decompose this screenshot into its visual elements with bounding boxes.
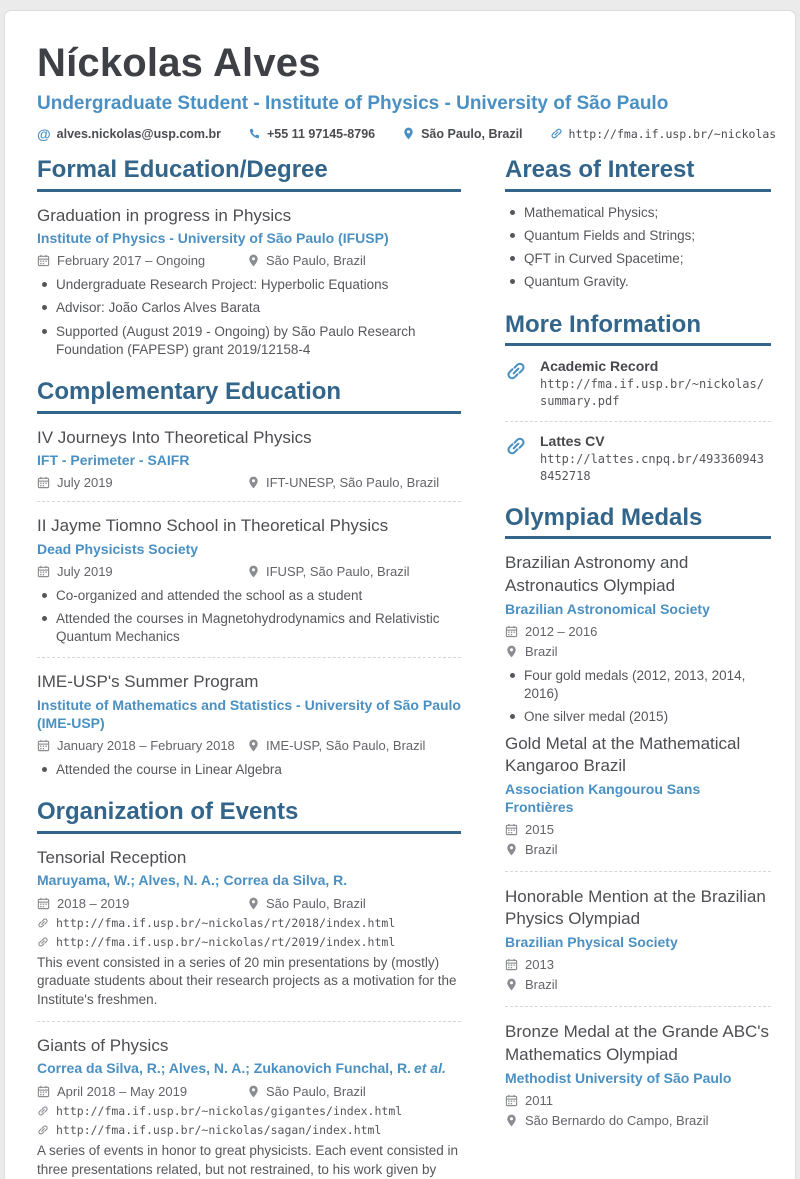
entry-location: Brazil bbox=[525, 643, 558, 659]
contact-phone[interactable] bbox=[248, 127, 375, 141]
medal-entry bbox=[505, 1021, 771, 1127]
entry-title: Bronze Medal at the Grande ABC's Mathematics Olympiad bbox=[505, 1022, 770, 1064]
medal-entry bbox=[505, 733, 771, 858]
interest-item: Mathematical Physics; bbox=[509, 204, 771, 222]
bullet-item: Advisor: João Carlos Alves Barata bbox=[41, 299, 461, 317]
link-icon bbox=[37, 1105, 49, 1117]
event-entry bbox=[37, 1035, 461, 1179]
contact-row bbox=[37, 126, 777, 141]
at-icon bbox=[37, 127, 51, 141]
entry-title: Giants of Physics bbox=[37, 1036, 169, 1056]
left-column bbox=[37, 157, 461, 1179]
interest-item: QFT in Curved Spacetime; bbox=[509, 250, 771, 268]
entry-meta bbox=[37, 475, 461, 490]
entry-location: São Paulo, Brazil bbox=[266, 253, 366, 269]
website-url: http://fma.if.usp.br/~nickolas bbox=[568, 126, 777, 141]
entry-date-line bbox=[505, 957, 771, 972]
calendar-icon bbox=[505, 1094, 518, 1107]
contact-website[interactable] bbox=[550, 127, 777, 141]
education-entry bbox=[37, 671, 461, 779]
entry-date: January 2018 – February 2018 bbox=[57, 738, 235, 754]
map-pin-icon bbox=[247, 565, 260, 578]
section-olympiad-medals bbox=[505, 505, 771, 1128]
dashed-divider bbox=[505, 1006, 771, 1007]
section-heading: Formal Education/Degree bbox=[37, 157, 461, 192]
map-pin-icon bbox=[505, 978, 518, 991]
dashed-divider bbox=[37, 501, 461, 502]
map-pin-icon bbox=[247, 476, 260, 489]
section-heading: Complementary Education bbox=[37, 379, 461, 414]
interest-list bbox=[505, 204, 771, 292]
entry-org-link[interactable]: Institute of Physics - University of São Paulo (IFUSP) bbox=[37, 229, 389, 246]
entry-location: Brazil bbox=[525, 842, 558, 858]
education-entry bbox=[37, 205, 461, 359]
location-text: São Paulo, Brazil bbox=[421, 126, 523, 141]
entry-date: 2012 – 2016 bbox=[525, 623, 598, 639]
event-entry bbox=[37, 847, 461, 1010]
calendar-icon bbox=[505, 958, 518, 971]
calendar-icon bbox=[37, 739, 50, 752]
entry-location: São Paulo, Brazil bbox=[266, 1083, 366, 1099]
map-pin-icon bbox=[247, 254, 260, 267]
bullet-item: Attended the course in Linear Algebra bbox=[41, 761, 461, 779]
map-pin-icon bbox=[505, 843, 518, 856]
entry-title: Graduation in progress in Physics bbox=[37, 205, 292, 225]
entry-date: February 2017 – Ongoing bbox=[57, 253, 206, 269]
calendar-icon bbox=[37, 897, 50, 910]
entry-title: IME-USP's Summer Program bbox=[37, 672, 259, 692]
entry-date-line bbox=[505, 624, 771, 639]
calendar-icon bbox=[37, 565, 50, 578]
section-heading: Areas of Interest bbox=[505, 157, 771, 192]
entry-title: II Jayme Tiomno School in Theoretical Physics bbox=[37, 516, 389, 536]
entry-meta bbox=[37, 1084, 461, 1099]
bullet-item: Supported (August 2019 - Ongoing) by São Paulo Research Foundation (FAPESP) grant 2019/12158-4 bbox=[41, 323, 461, 359]
entry-org-link[interactable]: Dead Physicists Society bbox=[37, 540, 199, 557]
entry-description: This event consisted in a series of 20 min presentations by (mostly) graduate students about their research projects as a motivation for the Institute's freshmen. bbox=[37, 954, 457, 1008]
entry-location: IME-USP, São Paulo, Brazil bbox=[266, 738, 426, 754]
contact-email[interactable] bbox=[37, 127, 221, 141]
entry-title: Brazilian Astronomy and Astronautics Olympiad bbox=[505, 553, 689, 595]
bullet-item: One silver medal (2015) bbox=[509, 708, 771, 726]
entry-meta bbox=[37, 253, 461, 268]
entry-date: July 2019 bbox=[57, 563, 113, 579]
entry-location: Brazil bbox=[525, 977, 558, 993]
entry-org-link[interactable]: Brazilian Astronomical Society bbox=[505, 600, 710, 617]
etal-text: et al. bbox=[413, 1060, 446, 1077]
education-entry bbox=[37, 515, 461, 646]
entry-title: Tensorial Reception bbox=[37, 848, 187, 868]
dashed-divider bbox=[37, 1021, 461, 1022]
entry-meta bbox=[37, 896, 461, 911]
email-text: alves.nickolas@usp.com.br bbox=[56, 126, 221, 141]
entry-location-line bbox=[505, 977, 771, 992]
medal-entry bbox=[505, 886, 771, 992]
entry-location: IFUSP, São Paulo, Brazil bbox=[266, 563, 410, 579]
person-name: Níckolas Alves bbox=[37, 41, 321, 85]
calendar-icon bbox=[37, 254, 50, 267]
calendar-icon bbox=[37, 1085, 50, 1098]
info-url-link[interactable]: http://lattes.cnpq.br/4933609438452718 bbox=[540, 452, 764, 483]
entry-location-line bbox=[505, 842, 771, 857]
calendar-icon bbox=[505, 823, 518, 836]
entry-date: April 2018 – May 2019 bbox=[57, 1083, 188, 1099]
link-icon bbox=[37, 917, 49, 929]
interest-item: Quantum Gravity. bbox=[509, 273, 771, 291]
entry-date-line bbox=[505, 1093, 771, 1108]
link-icon bbox=[37, 936, 49, 948]
url-text: http://fma.if.usp.br/~nickolas/gigantes/index.html bbox=[56, 1103, 403, 1118]
bullet-item: Co-organized and attended the school as a student bbox=[41, 587, 461, 605]
dashed-divider bbox=[505, 871, 771, 872]
entry-location-line bbox=[505, 644, 771, 659]
phone-icon bbox=[248, 127, 261, 140]
interest-item: Quantum Fields and Strings; bbox=[509, 227, 771, 245]
section-organization-of-events bbox=[37, 799, 461, 1179]
entry-url-link[interactable] bbox=[37, 935, 461, 949]
info-label: Academic Record bbox=[540, 358, 659, 375]
info-label: Lattes CV bbox=[540, 433, 605, 450]
entry-title: Gold Metal at the Mathematical Kangaroo Brazil bbox=[505, 733, 741, 775]
entry-meta bbox=[37, 564, 461, 579]
info-link-item bbox=[505, 433, 771, 485]
header bbox=[37, 41, 777, 141]
url-text: http://fma.if.usp.br/~nickolas/rt/2019/index.html bbox=[56, 934, 396, 949]
entry-org-link[interactable]: Association Kangourou Sans Frontières bbox=[505, 780, 701, 815]
entry-bullets bbox=[37, 587, 461, 647]
entry-org-link[interactable]: Methodist University of São Paulo bbox=[505, 1069, 732, 1086]
entry-org-link[interactable]: IFT - Perimeter - SAIFR bbox=[37, 452, 190, 469]
entry-date: 2015 bbox=[525, 822, 554, 838]
phone-text: +55 11 97145-8796 bbox=[267, 126, 376, 141]
entry-date: 2013 bbox=[525, 957, 554, 973]
calendar-icon bbox=[37, 476, 50, 489]
entry-bullets bbox=[505, 667, 771, 727]
calendar-icon bbox=[505, 625, 518, 638]
link-icon bbox=[37, 1124, 49, 1136]
entry-bullets bbox=[37, 276, 461, 359]
chain-link-icon bbox=[505, 435, 527, 457]
section-complementary-education bbox=[37, 379, 461, 779]
entry-title: IV Journeys Into Theoretical Physics bbox=[37, 427, 312, 447]
map-pin-icon bbox=[247, 1085, 260, 1098]
entry-org-link[interactable]: Institute of Mathematics and Statistics - University of São Paulo (IME-USP) bbox=[37, 696, 461, 731]
section-heading: Organization of Events bbox=[37, 799, 461, 834]
bullet-item: Four gold medals (2012, 2013, 2014, 2016) bbox=[509, 667, 771, 703]
entry-location: São Paulo, Brazil bbox=[266, 895, 366, 911]
entry-authors-link[interactable]: Maruyama, W.; Alves, N. A.; Correa da Silva, R. bbox=[37, 872, 348, 889]
dashed-divider bbox=[505, 421, 771, 422]
info-url-link[interactable]: http://fma.if.usp.br/~nickolas/summary.pdf bbox=[540, 377, 764, 409]
entry-url-link[interactable] bbox=[37, 1104, 461, 1118]
entry-date-line bbox=[505, 822, 771, 837]
cv-page bbox=[4, 10, 796, 1179]
medal-entry bbox=[505, 552, 771, 726]
dashed-divider bbox=[37, 657, 461, 658]
contact-location bbox=[402, 127, 522, 141]
section-areas-of-interest bbox=[505, 157, 771, 292]
chain-link-icon bbox=[505, 360, 527, 382]
map-pin-icon bbox=[247, 897, 260, 910]
authors-text: Correa da Silva, R.; Alves, N. A.; Zukanovich Funchal, R. bbox=[37, 1060, 411, 1077]
entry-location: IFT-UNESP, São Paulo, Brazil bbox=[266, 475, 440, 491]
map-pin-icon bbox=[247, 739, 260, 752]
url-text: http://fma.if.usp.br/~nickolas/sagan/index.html bbox=[56, 1122, 382, 1137]
link-icon bbox=[550, 127, 563, 140]
map-pin-icon bbox=[505, 645, 518, 658]
entry-meta bbox=[37, 738, 461, 753]
entry-date: 2011 bbox=[525, 1092, 553, 1108]
education-entry bbox=[37, 427, 461, 490]
entry-date: July 2019 bbox=[57, 475, 113, 491]
bullet-item: Undergraduate Research Project: Hyperbolic Equations bbox=[41, 276, 461, 294]
entry-url-link[interactable] bbox=[37, 1123, 461, 1137]
section-heading: More Information bbox=[505, 312, 771, 347]
url-text: http://fma.if.usp.br/~nickolas/rt/2018/index.html bbox=[56, 915, 396, 930]
right-column bbox=[505, 157, 771, 1179]
entry-description: A series of events in honor to great physicists. Each event consisted in three presentations related, but not restrained, to his work given by bbox=[37, 1142, 458, 1177]
info-link-item bbox=[505, 358, 771, 410]
section-formal-education bbox=[37, 157, 461, 359]
entry-title: Honorable Mention at the Brazilian Physics Olympiad bbox=[505, 887, 766, 929]
entry-url-link[interactable] bbox=[37, 916, 461, 930]
map-pin-icon bbox=[402, 127, 415, 140]
entry-bullets bbox=[37, 761, 461, 779]
person-tagline: Undergraduate Student - Institute of Physics - University of São Paulo bbox=[37, 92, 669, 114]
bullet-item: Attended the courses in Magnetohydrodynamics and Relativistic Quantum Mechanics bbox=[41, 610, 461, 646]
entry-authors-link[interactable] bbox=[37, 1059, 461, 1077]
section-more-information bbox=[505, 312, 771, 485]
entry-location: São Bernardo do Campo, Brazil bbox=[525, 1112, 709, 1128]
map-pin-icon bbox=[505, 1114, 518, 1127]
entry-date: 2018 – 2019 bbox=[57, 895, 130, 911]
entry-org-link[interactable]: Brazilian Physical Society bbox=[505, 934, 678, 951]
entry-location-line bbox=[505, 1113, 771, 1128]
section-heading: Olympiad Medals bbox=[505, 505, 771, 540]
